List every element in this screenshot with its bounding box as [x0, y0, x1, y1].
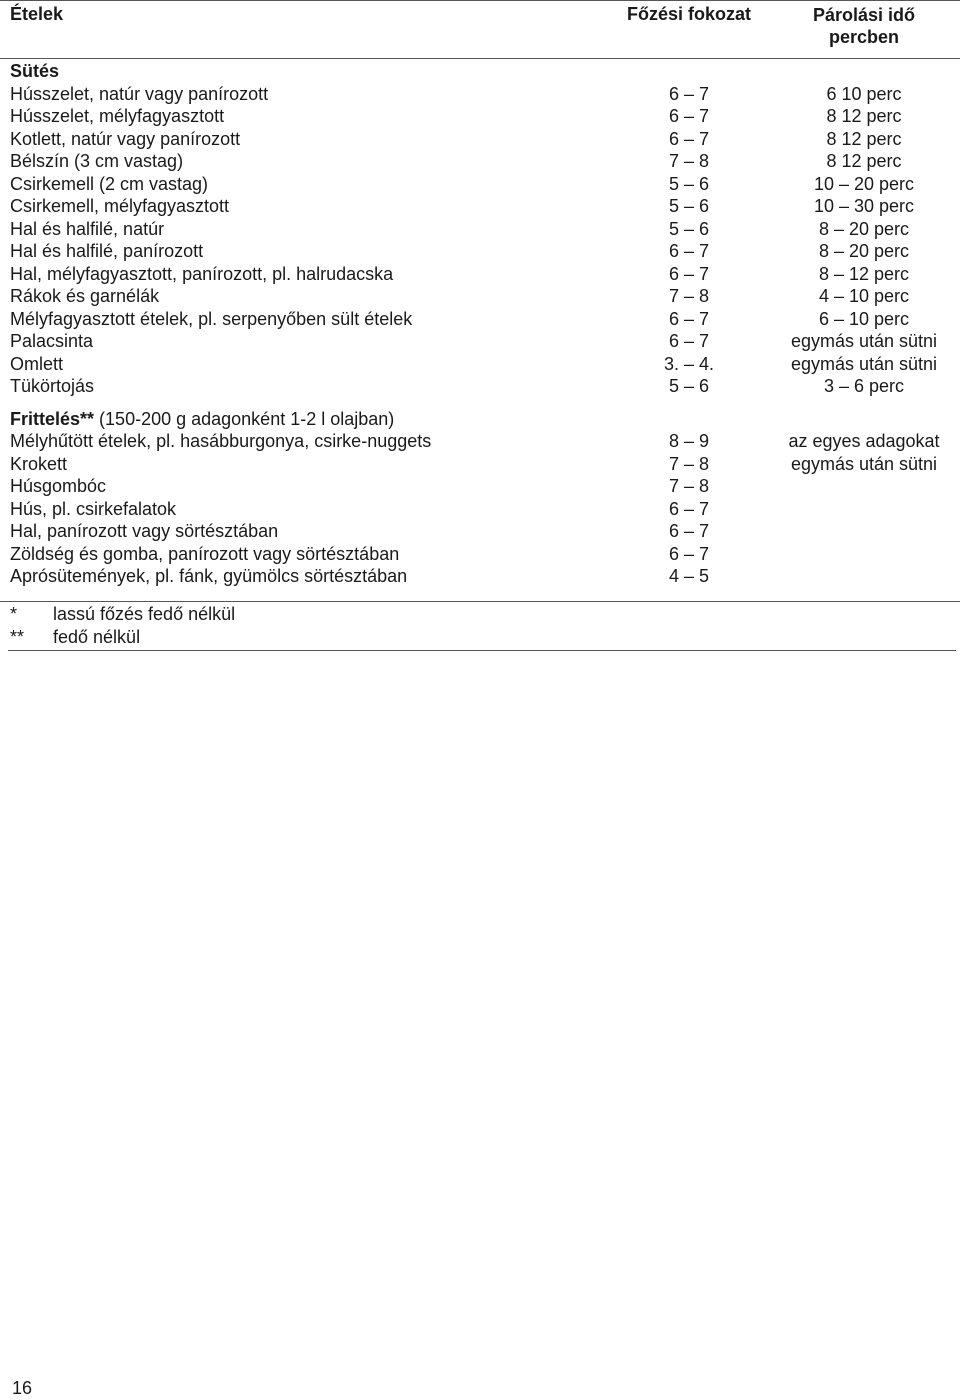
food-cell: Rákok és garnélák [10, 286, 160, 306]
food-cell: Húsgombóc [10, 476, 107, 496]
food-cell: Hal és halfilé, natúr [10, 218, 165, 239]
table-top-rule [0, 0, 960, 1]
food-cell: Hús, pl. csirkefalatok [10, 498, 177, 519]
food-cell: Zöldség és gomba, panírozott vagy sörtésztában [10, 543, 400, 564]
steam-time-cell: az egyes adagokat [788, 431, 940, 451]
food-cell: Hal és halfilé, panírozott [10, 241, 204, 261]
table-row [0, 498, 960, 521]
cooking-level-cell: 4 – 5 [668, 566, 710, 586]
food-cell: Kotlett, natúr vagy panírozott [10, 128, 241, 149]
cooking-level-cell: 5 – 6 [668, 376, 710, 396]
food-cell: Omlett [10, 353, 64, 374]
table-row [0, 83, 960, 106]
steam-time-cell: 10 – 20 perc [813, 173, 915, 194]
table-row [0, 150, 960, 173]
food-cell: Csirkemell (2 cm vastag) [10, 173, 209, 194]
cooking-level-cell: 6 – 7 [668, 106, 710, 126]
food-cell: Hússzelet, natúr vagy panírozott [10, 83, 269, 104]
table-bottom-rule [0, 601, 960, 602]
food-cell: Csirkemell, mélyfagyasztott [10, 196, 230, 216]
steam-time-cell: 6 – 10 perc [818, 308, 910, 329]
food-cell: Krokett [10, 453, 68, 474]
food-cell: Aprósütemények, pl. fánk, gyümölcs sörtésztában [10, 566, 408, 586]
table-row [0, 173, 960, 196]
cooking-level-cell: 3. – 4. [663, 353, 715, 374]
cooking-level-cell: 6 – 7 [668, 128, 710, 149]
table-row [0, 543, 960, 566]
footnote [0, 603, 960, 626]
cooking-level-cell: 6 – 7 [668, 331, 710, 351]
cooking-level-cell: 5 – 6 [668, 218, 710, 239]
table-row [0, 353, 960, 376]
food-cell: Bélszín (3 cm vastag) [10, 151, 184, 171]
cooking-level-cell: 5 – 6 [668, 196, 710, 216]
cooking-level-cell: 8 – 9 [668, 431, 710, 451]
steam-time-cell: egymás után sütni [790, 353, 938, 374]
cooking-level-cell: 5 – 6 [668, 173, 710, 194]
table-row [0, 565, 960, 588]
cooking-level-cell: 6 – 7 [668, 498, 710, 519]
steam-time-cell: 8 12 perc [826, 106, 902, 126]
steam-time-cell: egymás után sütni [790, 331, 938, 351]
table-row [0, 240, 960, 263]
footnote-symbol: ** [10, 626, 25, 647]
table-row [0, 218, 960, 241]
cooking-level-cell: 7 – 8 [668, 476, 710, 496]
cooking-level-cell: 6 – 7 [668, 521, 710, 541]
cooking-level-cell: 7 – 8 [668, 151, 710, 171]
steam-time-cell: 8 – 20 perc [818, 218, 910, 239]
section-heading-text [10, 60, 59, 83]
steam-time-cell: 3 – 6 perc [823, 376, 905, 396]
table-body [0, 60, 960, 588]
food-cell: Tükörtojás [10, 376, 95, 396]
steam-time-cell: 6 10 perc [826, 83, 902, 104]
food-cell: Hal, mélyfagyasztott, panírozott, pl. halrudacska [10, 263, 394, 284]
steam-time-cell: 8 12 perc [826, 151, 902, 171]
steam-time-cell: 10 – 30 perc [813, 196, 915, 216]
footnotes [0, 603, 960, 648]
food-cell: Mélyhűtött ételek, pl. hasábburgonya, csirke-nuggets [10, 431, 432, 451]
table-row [0, 263, 960, 286]
header-steam-time: Párolási idő percben [812, 5, 916, 47]
table-row [0, 330, 960, 353]
table-row [0, 308, 960, 331]
table-row [0, 520, 960, 543]
steam-time-cell: 8 12 perc [826, 128, 902, 149]
section-title: Frittelés** [10, 408, 95, 429]
footnote [0, 626, 960, 649]
table-row [0, 453, 960, 476]
footnote-symbol: * [10, 604, 18, 624]
food-cell: Mélyfagyasztott ételek, pl. serpenyőben sült ételek [10, 308, 413, 329]
footnote-text: lassú főzés fedő nélkül [53, 604, 236, 624]
steam-time-cell: 8 – 20 perc [818, 241, 910, 261]
steam-time-cell: egymás után sütni [790, 453, 938, 474]
steam-time-cell: 8 – 12 perc [818, 263, 910, 284]
footnote-rule [8, 650, 956, 651]
header-foods: Ételek [10, 4, 64, 24]
header-rule [0, 58, 960, 59]
table-row [0, 430, 960, 453]
food-cell: Palacsinta [10, 331, 94, 351]
cooking-level-cell: 6 – 7 [668, 543, 710, 564]
table-header [0, 2, 960, 58]
table-row [0, 195, 960, 218]
cooking-level-cell: 6 – 7 [668, 263, 710, 284]
table-row [0, 128, 960, 151]
cooking-level-cell: 7 – 8 [668, 453, 710, 474]
section-title: Sütés [10, 61, 60, 81]
page-number: 16 [12, 1378, 33, 1398]
table-row [0, 475, 960, 498]
cooking-level-cell: 6 – 7 [668, 83, 710, 104]
table-row [0, 105, 960, 128]
section-gap [0, 398, 960, 408]
section-heading [0, 60, 960, 83]
table-row [0, 285, 960, 308]
section-heading-text [10, 408, 394, 431]
footnote-text: fedő nélkül [53, 626, 141, 647]
food-cell: Hal, panírozott vagy sörtésztában [10, 521, 279, 541]
cooking-level-cell: 6 – 7 [668, 308, 710, 329]
section-heading [0, 408, 960, 431]
header-cooking-level: Főzési fokozat [626, 4, 751, 24]
cooking-level-cell: 6 – 7 [668, 241, 710, 261]
steam-time-cell: 4 – 10 perc [818, 286, 910, 306]
table-row [0, 375, 960, 398]
cooking-level-cell: 7 – 8 [668, 286, 710, 306]
section-title-note: (150-200 g adagonként 1-2 l olajban) [94, 408, 395, 429]
food-cell: Hússzelet, mélyfagyasztott [10, 106, 225, 126]
